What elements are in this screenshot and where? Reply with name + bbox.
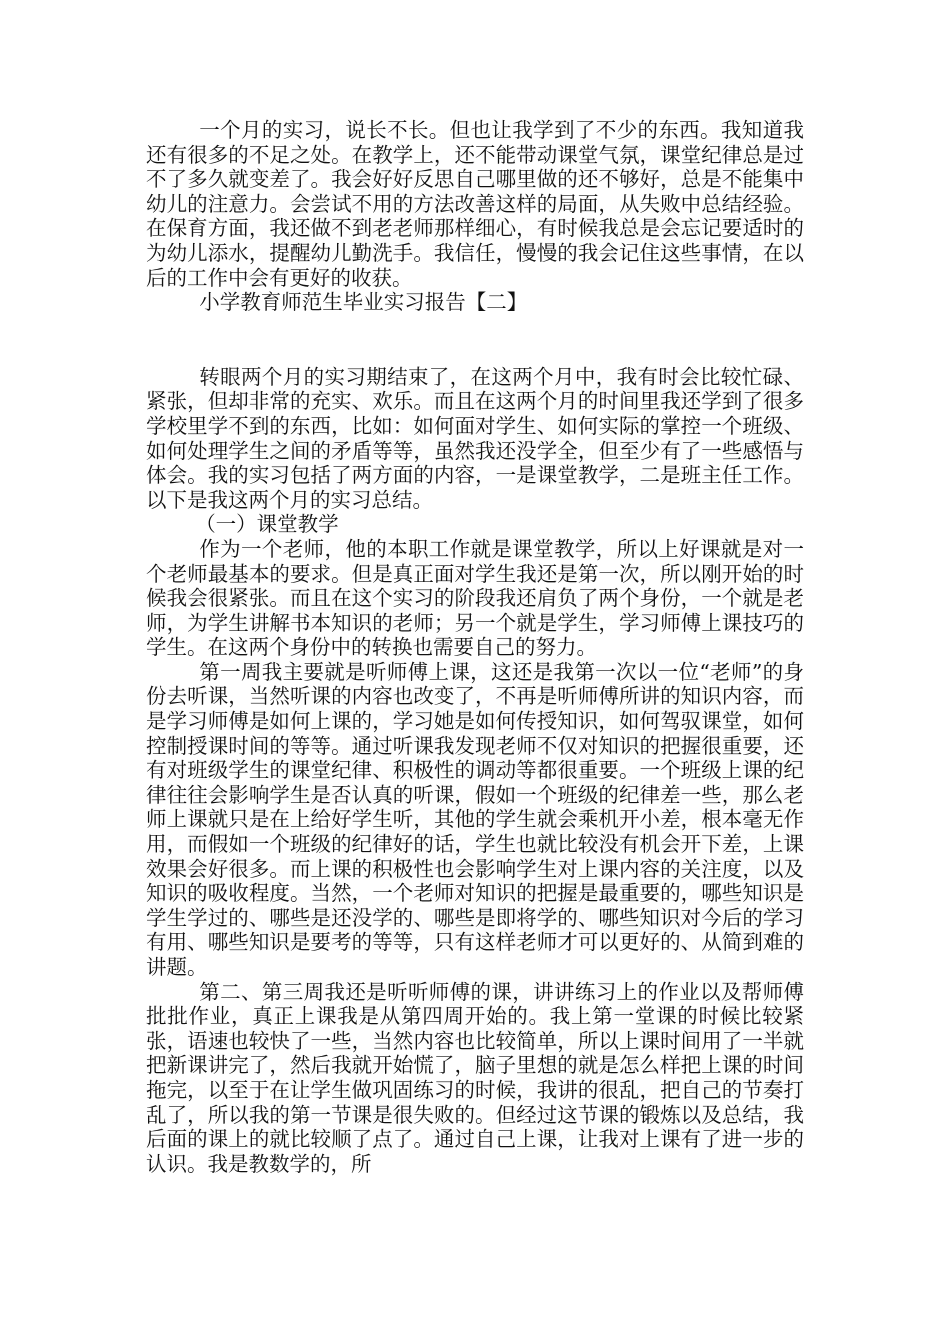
paragraph-two-month-summary: 转眼两个月的实习期结束了，在这两个月中，我有时会比较忙碌、紧张，但却非常的充实、欢乐。而且在这两个月的时间里我还学到了很多学校里学不到的东西，比如：如何面对学生、如何实际的掌控一个班级、如何处理学生之间的矛盾等等，虽然我还没学全，但至少有了一些感悟与体会。我的实习包括了两方面的内容，一是课堂教学，二是班主任工作。以下是我这两个月的实习总结。 [146,364,804,512]
section-heading-classroom-teaching: （一）课堂教学 [195,512,339,537]
paragraph-first-week: 第一周我主要就是听师傅上课，这还是我第一次以一位“老师”的身份去听课，当然听课的内容也改变了，不再是听师傅所讲的知识内容，而是学习师傅是如何上课的，学习她是如何传授知识，如何驾驭课堂，如何控制授课时间的等等。通过听课我发现老师不仅对知识的把握很重要，还有对班级学生的课堂纪律、积极性的调动等都很重要。一个班级上课的纪律往往会影响学生是否认真的听课，假如一个班级的纪律差一些，那么老师上课就只是在上给好学生听，其他的学生就会乘机开小差，根本毫无作用，而假如一个班级的纪律好的话，学生也就比较没有机会开下差，上课效果会好很多。而上课的积极性也会影响学生对上课内容的关注度，以及知识的吸收程度。当然，一个老师对知识的把握是最重要的，哪些知识是学生学过的、哪些是还没学的、哪些是即将学的、哪些知识对今后的学习有用、哪些知识是要考的等等，只有这样老师才可以更好的、从简到难的讲题。 [146,659,804,979]
paragraph-internship-reflection: 一个月的实习，说长不长。但也让我学到了不少的东西。我知道我还有很多的不足之处。在教学上，还不能带动课堂气氛，课堂纪律总是过不了多久就变差了。我会好好反思自己哪里做的还不够好，总是不能集中幼儿的注意力。会尝试不用的方法改善这样的局面，从失败中总结经验。在保育方面，我还做不到老老师那样细心，有时候我总是会忘记要适时的为幼儿添水，提醒幼儿勤洗手。我信任，慢慢的我会记住这些事情，在以后的工作中会有更好的收获。 [146,118,804,290]
document-body [146,118,804,1176]
paragraph-teacher-duty: 作为一个老师，他的本职工作就是课堂教学，所以上好课就是对一个老师最基本的要求。但是真正面对学生我还是第一次，所以刚开始的时候我会很紧张。而且在这个实习的阶段我还肩负了两个身份，一个就是老师，为学生讲解书本知识的老师；另一个就是学生，学习师傅上课技巧的学生。在这两个身份中的转换也需要自己的努力。 [146,536,804,660]
paragraph-second-third-week: 第二、第三周我还是听听师傅的课，讲讲练习上的作业以及帮师傅批批作业，真正上课我是从第四周开始的。我上第一堂课的时候比较紧张，语速也较快了一些，当然内容也比较简单，所以上课时间用了一半就把新课讲完了，然后我就开始慌了，脑子里想的就是怎么样把上课的时间拖完，以至于在让学生做巩固练习的时候，我讲的很乱，把自己的节奏打乱了，所以我的第一节课是很失败的。但经过这节课的锻炼以及总结，我后面的课上的就比较顺了点了。通过自己上课，让我对上课有了进一步的认识。我是教数学的，所 [146,979,804,1176]
report-title-two: 小学教育师范生毕业实习报告【二】 [199,290,528,315]
blank-line [146,315,804,365]
